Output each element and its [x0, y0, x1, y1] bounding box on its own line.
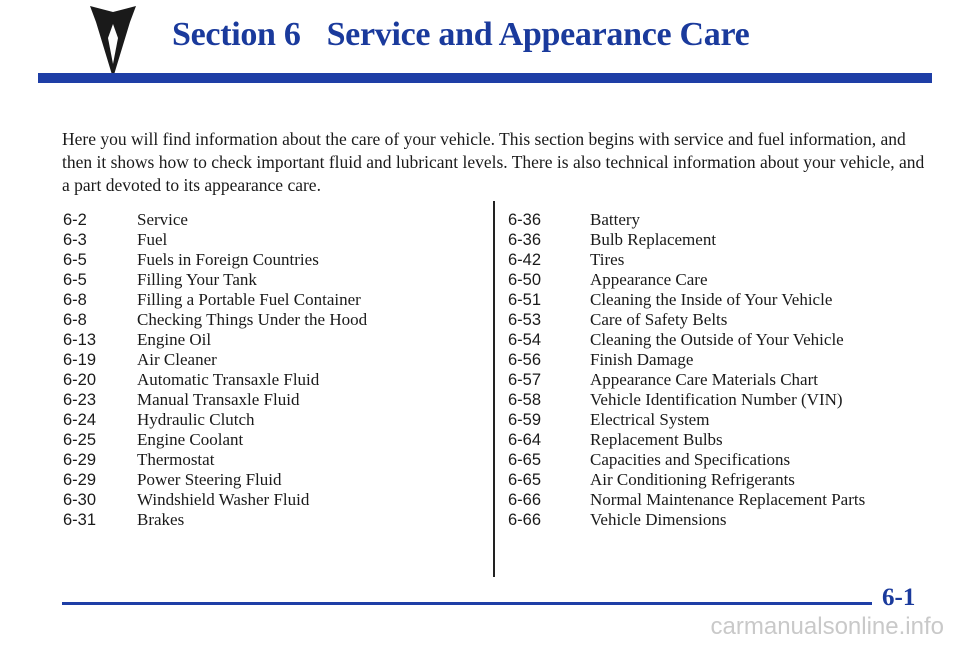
toc-item[interactable]: [508, 210, 865, 230]
toc-title: Vehicle Dimensions: [590, 510, 727, 529]
toc-item[interactable]: [63, 370, 367, 390]
toc-title: Air Cleaner: [137, 350, 217, 369]
toc-page-number: 6-50: [508, 271, 542, 289]
toc-title: Normal Maintenance Replacement Parts: [590, 490, 866, 509]
toc-title: Brakes: [137, 510, 185, 529]
toc-page-number: 6-8: [63, 311, 87, 329]
toc-right-column: [508, 210, 865, 530]
toc-title: Power Steering Fluid: [137, 470, 282, 489]
toc-title: Capacities and Specifications: [590, 450, 791, 469]
toc-title: Automatic Transaxle Fluid: [137, 370, 320, 389]
toc-page-number: 6-36: [508, 211, 542, 229]
toc-item[interactable]: [508, 310, 865, 330]
toc-page-number: 6-59: [508, 411, 542, 429]
toc-item[interactable]: [63, 390, 367, 410]
toc-page-number: 6-66: [508, 511, 542, 529]
toc-item[interactable]: [508, 330, 865, 350]
toc-item[interactable]: [63, 510, 367, 530]
footer-rule: [62, 602, 872, 605]
toc-title: Vehicle Identification Number (VIN): [590, 390, 843, 409]
toc-item[interactable]: [508, 410, 865, 430]
toc-title: Appearance Care Materials Chart: [590, 370, 818, 389]
toc-item[interactable]: [63, 330, 367, 350]
toc-page-number: 6-19: [63, 351, 97, 369]
toc-title: Cleaning the Outside of Your Vehicle: [590, 330, 844, 349]
toc-title: Bulb Replacement: [590, 230, 717, 249]
toc-page-number: 6-56: [508, 351, 542, 369]
toc-page-number: 6-8: [63, 291, 87, 309]
toc-page-number: 6-24: [63, 411, 97, 429]
toc-page-number: 6-13: [63, 331, 97, 349]
toc-item[interactable]: [508, 370, 865, 390]
toc-page-number: 6-36: [508, 231, 542, 249]
toc-page-number: 6-25: [63, 431, 97, 449]
toc-page-number: 6-66: [508, 491, 542, 509]
toc-item[interactable]: [63, 490, 367, 510]
toc-page-number: 6-58: [508, 391, 542, 409]
toc-title: Filling Your Tank: [137, 270, 257, 289]
toc-title: Thermostat: [137, 450, 215, 469]
toc-item[interactable]: [63, 270, 367, 290]
toc-item[interactable]: [63, 350, 367, 370]
intro-paragraph: Here you will find information about the care of your vehicle. This section begins with service and fuel information, and then it shows how to check important fluid and lubricant levels. There is also technical information about your vehicle, and a part devoted to its appearance care.: [62, 129, 925, 195]
toc-page-number: 6-53: [508, 311, 542, 329]
toc-page-number: 6-20: [63, 371, 97, 389]
toc-page-number: 6-42: [508, 251, 542, 269]
toc-item[interactable]: [508, 470, 865, 490]
toc-title: Filling a Portable Fuel Container: [137, 290, 361, 309]
toc-item[interactable]: [63, 310, 367, 330]
toc-item[interactable]: [63, 410, 367, 430]
toc-page-number: 6-65: [508, 471, 542, 489]
toc-title: Electrical System: [590, 410, 710, 429]
page-number: 6-1: [882, 584, 916, 611]
toc-title: Fuel: [137, 230, 168, 249]
toc-title: Finish Damage: [590, 350, 694, 369]
toc-title: Engine Coolant: [137, 430, 244, 449]
toc-item[interactable]: [508, 490, 865, 510]
toc-item[interactable]: [63, 290, 367, 310]
toc-item[interactable]: [508, 510, 865, 530]
toc-item[interactable]: [508, 430, 865, 450]
toc-item[interactable]: [508, 290, 865, 310]
toc-title: Tires: [590, 250, 625, 269]
toc-page-number: 6-31: [63, 511, 97, 529]
watermark: carmanualsonline.info: [710, 613, 944, 640]
toc-item[interactable]: [508, 250, 865, 270]
toc-item[interactable]: [508, 450, 865, 470]
toc-title: Replacement Bulbs: [590, 430, 723, 449]
toc-title: Checking Things Under the Hood: [137, 310, 368, 329]
toc-title: Engine Oil: [137, 330, 212, 349]
toc-left-column: [63, 210, 367, 530]
toc-item[interactable]: [63, 210, 367, 230]
toc-title: Cleaning the Inside of Your Vehicle: [590, 290, 833, 309]
toc-item[interactable]: [63, 430, 367, 450]
toc-item[interactable]: [63, 450, 367, 470]
toc-page-number: 6-54: [508, 331, 542, 349]
toc-title: Windshield Washer Fluid: [137, 490, 310, 509]
toc-page-number: 6-30: [63, 491, 97, 509]
column-divider: [493, 201, 495, 577]
header-rule: [38, 73, 932, 83]
toc-item[interactable]: [63, 250, 367, 270]
toc-item[interactable]: [508, 230, 865, 250]
toc-item[interactable]: [63, 230, 367, 250]
toc-item[interactable]: [508, 390, 865, 410]
section-title: [172, 16, 749, 54]
toc-page-number: 6-57: [508, 371, 542, 389]
toc-page-number: 6-23: [63, 391, 97, 409]
toc-page-number: 6-51: [508, 291, 542, 309]
toc-page-number: 6-5: [63, 251, 87, 269]
toc-page-number: 6-3: [63, 231, 87, 249]
toc-page-number: 6-5: [63, 271, 87, 289]
toc-title: Service: [137, 210, 188, 229]
toc-item[interactable]: [508, 270, 865, 290]
toc-page-number: 6-64: [508, 431, 542, 449]
toc-title: Manual Transaxle Fluid: [137, 390, 300, 409]
toc-title: Battery: [590, 210, 641, 229]
toc-page-number: 6-2: [63, 211, 87, 229]
toc-title: Appearance Care: [590, 270, 708, 289]
toc-title: Air Conditioning Refrigerants: [590, 470, 795, 489]
toc-title: Hydraulic Clutch: [137, 410, 255, 429]
section-name: Service and Appearance Care: [326, 16, 750, 53]
toc-page-number: 6-29: [63, 451, 97, 469]
toc-title: Fuels in Foreign Countries: [137, 250, 319, 269]
pontiac-arrowhead-icon: [88, 2, 138, 80]
toc-page-number: 6-29: [63, 471, 97, 489]
toc-title: Care of Safety Belts: [590, 310, 728, 329]
toc-item[interactable]: [63, 470, 367, 490]
toc-item[interactable]: [508, 350, 865, 370]
toc-page-number: 6-65: [508, 451, 542, 469]
section-number: Section 6: [172, 16, 301, 53]
